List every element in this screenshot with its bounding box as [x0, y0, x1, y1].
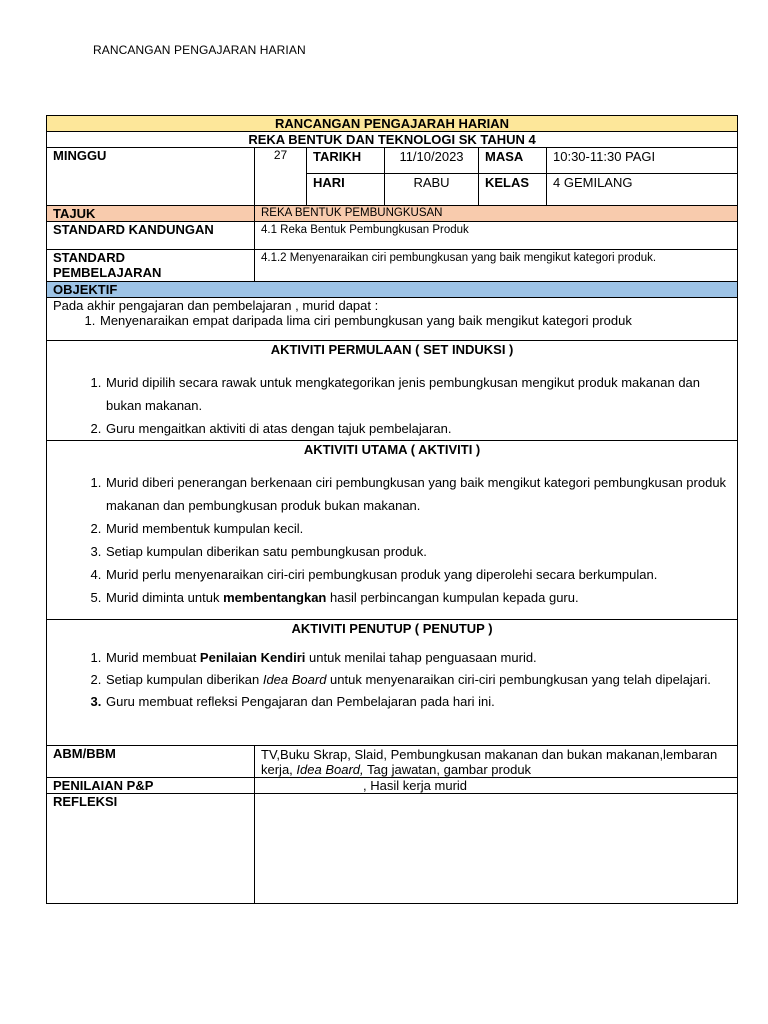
list-item-text: Murid membuat [106, 650, 200, 665]
refleksi-value [255, 794, 738, 904]
masa-value: 10:30-11:30 PAGI [547, 148, 738, 174]
plan-title: RANCANGAN PENGAJARAH HARIAN [47, 116, 738, 132]
refleksi-label: REFLEKSI [47, 794, 255, 904]
tarikh-label: TARIKH [307, 148, 385, 174]
plan-subtitle: REKA BENTUK DAN TEKNOLOGI SK TAHUN 4 [47, 132, 738, 148]
list-item-bold: membentangkan [223, 590, 327, 605]
hari-label: HARI [307, 174, 385, 206]
standard-pembelajaran-label-line2: PEMBELAJARAN [53, 265, 162, 280]
list-item-text: Murid diminta untuk [106, 590, 224, 605]
list-item-text: hasil perbincangan kumpulan kepada guru. [326, 590, 579, 605]
abm-text: TV,Buku Skrap, Slaid, Pembungkusan makanan dan bukan makanan,lembaran kerja, [261, 747, 718, 777]
permulaan-list [53, 371, 731, 440]
list-item-text: untuk menyenaraikan ciri-ciri pembungkusan yang telah dipelajari. [326, 672, 711, 687]
permulaan-title: AKTIVITI PERMULAAN ( SET INDUKSI ) [270, 342, 514, 357]
kelas-value: 4 GEMILANG [547, 174, 738, 206]
minggu-value: 27 [255, 148, 307, 206]
lesson-plan-table [46, 115, 738, 904]
list-item: 3. Setiap kumpulan diberikan satu pembungkusan produk. [105, 540, 731, 563]
permulaan-section [47, 341, 738, 441]
penutup-list [53, 650, 731, 709]
utama-title: AKTIVITI UTAMA ( AKTIVITI ) [303, 442, 481, 457]
list-item: 1. Menyenaraikan empat daripada lima ciri pembungkusan yang baik mengikut kategori produk [99, 313, 731, 328]
minggu-label: MINGGU [47, 148, 255, 206]
list-item-bold: Penilaian Kendiri [199, 650, 306, 665]
standard-kandungan-value: 4.1 Reka Bentuk Pembungkusan Produk [255, 222, 738, 250]
standard-pembelajaran-label [47, 250, 255, 282]
penutup-section [47, 620, 738, 746]
list-item: 1. Murid dipilih secara rawak untuk mengkategorikan jenis pembungkusan mengikut produk makanan dan bukan makanan. [105, 371, 731, 417]
penutup-title: AKTIVITI PENUTUP ( PENUTUP ) [291, 621, 493, 636]
list-item-italic: Idea Board [262, 672, 327, 687]
list-item: 2. Guru mengaitkan aktiviti di atas dengan tajuk pembelajaran. [105, 417, 731, 440]
list-item: 3. Guru membuat refleksi Pengajaran dan Pembelajaran pada hari ini. [105, 694, 731, 709]
list-item [105, 672, 731, 687]
objektif-list [53, 313, 731, 328]
objektif-label: OBJEKTIF [47, 282, 738, 298]
penilaian-value: , Hasil kerja murid [255, 778, 738, 794]
list-item: 2. Murid membentuk kumpulan kecil. [105, 517, 731, 540]
utama-section [47, 441, 738, 620]
list-item-text: untuk menilai tahap penguasaan murid. [305, 650, 537, 665]
hari-value: RABU [385, 174, 479, 206]
page-header: RANCANGAN PENGAJARAN HARIAN [93, 43, 306, 57]
abm-label: ABM/BBM [47, 746, 255, 778]
list-item [105, 650, 731, 665]
masa-label: MASA [479, 148, 547, 174]
utama-list [53, 471, 731, 609]
tarikh-value: 11/10/2023 [385, 148, 479, 174]
list-item-text: Setiap kumpulan diberikan [106, 672, 263, 687]
list-item: 4. Murid perlu menyenaraikan ciri-ciri pembungkusan produk yang diperolehi secara berkumpulan. [105, 563, 731, 586]
standard-kandungan-label: STANDARD KANDUNGAN [47, 222, 255, 250]
abm-value [255, 746, 738, 778]
tajuk-label: TAJUK [47, 206, 255, 222]
objektif-section [47, 298, 738, 341]
standard-pembelajaran-value: 4.1.2 Menyenaraikan ciri pembungkusan yang baik mengikut kategori produk. [255, 250, 738, 282]
list-item [105, 586, 731, 609]
abm-text: Tag jawatan, gambar produk [363, 762, 532, 777]
tajuk-value: REKA BENTUK PEMBUNGKUSAN [255, 206, 738, 222]
objektif-intro: Pada akhir pengajaran dan pembelajaran , murid dapat : [53, 298, 379, 313]
penilaian-label: PENILAIAN P&P [47, 778, 255, 794]
kelas-label: KELAS [479, 174, 547, 206]
list-item: 1. Murid diberi penerangan berkenaan ciri pembungkusan yang baik mengikut kategori pembungkusan produk makanan dan pembungkusan produk bukan makanan. [105, 471, 731, 517]
standard-pembelajaran-label-line1: STANDARD [53, 250, 125, 265]
abm-italic: Idea Board, [296, 762, 364, 777]
